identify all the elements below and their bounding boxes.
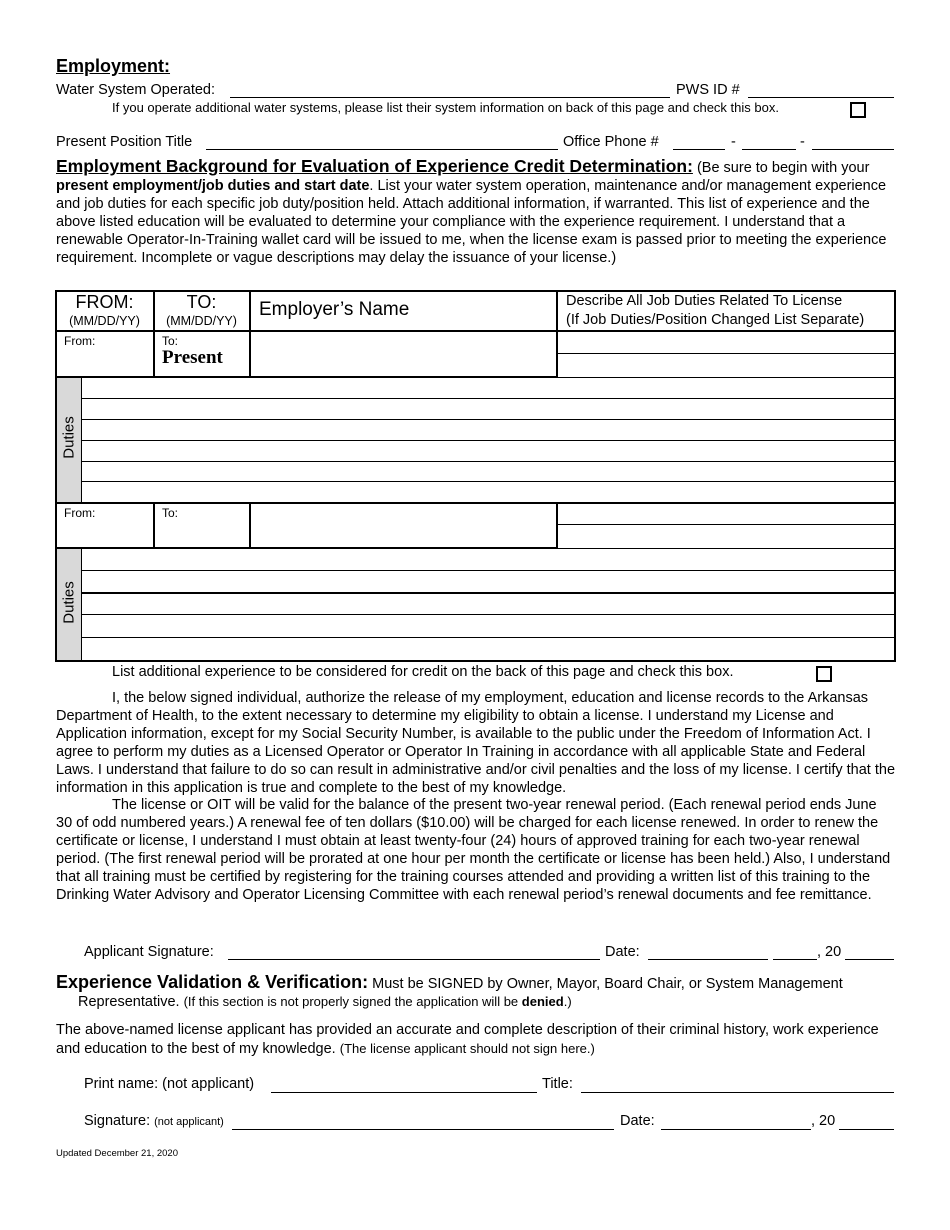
phone-area-field[interactable] <box>673 149 725 150</box>
duties-header-line1: Describe All Job Duties Related To License <box>566 293 843 309</box>
from-format: (MM/DD/YY) <box>69 314 140 328</box>
office-phone-label: Office Phone # <box>563 134 659 150</box>
verifier-signature-note: (not applicant) <box>154 1116 224 1128</box>
background-intro-bold: present employment/job duties and start date <box>56 177 370 194</box>
position-title-label: Present Position Title <box>56 134 193 150</box>
duties-label: Duties <box>60 581 78 624</box>
duties-label: Duties <box>60 416 78 459</box>
row2-from-label: From: <box>64 506 96 520</box>
duties-line[interactable] <box>82 461 894 462</box>
validation-warning-end: .) <box>563 994 572 1009</box>
verifier-year-field[interactable] <box>839 1129 894 1130</box>
background-intro: (Be sure to begin with your <box>696 160 870 176</box>
row1-to-present: Present <box>162 347 223 368</box>
validation-warning: (If this section is not properly signed the application will be <box>183 994 519 1009</box>
validation-heading: Experience Validation & Verification: <box>56 972 369 992</box>
validation-statement-block <box>56 1022 896 1059</box>
row2-from-field[interactable] <box>64 520 150 544</box>
validation-denied: denied <box>521 994 564 1009</box>
duties-line[interactable] <box>82 419 894 420</box>
validation-representative: Representative. <box>78 994 180 1010</box>
validation-statement-note: (The license applicant should not sign here.) <box>339 1040 595 1056</box>
applicant-signature-label: Applicant Signature: <box>84 944 214 960</box>
row1-from-field[interactable] <box>64 345 150 373</box>
to-header: TO: <box>186 292 217 312</box>
print-name-field[interactable] <box>271 1092 537 1093</box>
validation-heading-tail: Must be SIGNED by Owner, Mayor, Board Chair, or System Management <box>372 976 843 992</box>
pws-id-field[interactable] <box>748 97 894 98</box>
employment-heading: Employment: <box>56 56 171 76</box>
applicant-day-field[interactable] <box>773 959 817 960</box>
duties-header-line2: (If Job Duties/Position Changed List Separate) <box>566 312 865 328</box>
water-system-label: Water System Operated: <box>56 82 216 98</box>
verifier-year-prefix: , 20 <box>811 1113 836 1129</box>
position-title-field[interactable] <box>206 149 558 150</box>
validation-line2 <box>78 994 572 1010</box>
verifier-signature-label: Signature: <box>84 1113 151 1129</box>
applicant-date-label: Date: <box>605 944 640 960</box>
title-label: Title: <box>542 1076 573 1092</box>
duties-line[interactable] <box>82 398 894 399</box>
duties-line[interactable] <box>82 637 894 638</box>
row1-employer-field[interactable] <box>252 334 552 374</box>
to-format: (MM/DD/YY) <box>166 314 237 328</box>
verifier-date-label: Date: <box>620 1113 655 1129</box>
duties-line[interactable] <box>82 440 894 441</box>
validation-heading-line <box>56 972 843 993</box>
validation-statement: The above-named license applicant has provided an accurate and complete description of their criminal history, work experience and education to the best of my knowledge. <box>56 1022 879 1057</box>
row2-to-label: To: <box>162 506 179 520</box>
applicant-date-field[interactable] <box>648 959 768 960</box>
verifier-date-field[interactable] <box>661 1129 811 1130</box>
verifier-signature-label-group <box>84 1113 224 1129</box>
additional-experience-checkbox[interactable] <box>816 666 832 682</box>
authorization-paragraph: I, the below signed individual, authorize the release of my employment, education and license records to the Arkansas Department of Health, to the extent necessary to determine my eligibility to obtain a license. I understand my License and Application information, except for my Social Security Number, is available to the public under the Freedom of Information Act. I agree to perform my duties as a Licensed Operator or Operator In Training in accordance with all applicable State and Federal Laws. I understand that failure to do so can result in administrative and/or civil penalties and the loss of my license. I certify that the information in this application is true and complete to the best of my knowledge. <box>56 690 896 796</box>
duties-line[interactable] <box>82 592 894 594</box>
row2-employer-field[interactable] <box>252 506 552 544</box>
row1-from-label: From: <box>64 334 96 348</box>
background-instructions <box>56 158 896 267</box>
applicant-year-field[interactable] <box>845 959 894 960</box>
verifier-signature-field[interactable] <box>232 1129 614 1130</box>
duties-line[interactable] <box>82 481 894 482</box>
phone-separator: - <box>731 134 736 150</box>
phone-prefix-field[interactable] <box>742 149 796 150</box>
pws-id-label: PWS ID # <box>676 82 740 98</box>
background-intro-rest: . List your water system operation, maintenance and/or management experience and job duties for each specific job duty/position held. Attach additional information, if warranted. This list of experience and the above listed education will be evaluated to determine your compliance with the experience requirement. I understand that a renewable Operator-In-Training wallet card will be issued to me, when the license exam is passed prior to meeting the experience requirement. Incomplete or vague descriptions may delay the issuance of your license.) <box>56 177 887 266</box>
phone-separator: - <box>800 134 805 150</box>
additional-systems-checkbox[interactable] <box>850 102 866 118</box>
background-heading: Employment Background for Evaluation of Experience Credit Determination: <box>56 156 693 176</box>
water-system-field[interactable] <box>230 97 670 98</box>
row2-to-field[interactable] <box>160 520 246 544</box>
title-field[interactable] <box>581 1092 894 1093</box>
additional-systems-note: If you operate additional water systems, please list their system information on back of this page and check this box. <box>112 100 779 115</box>
employer-name-header: Employer’s Name <box>259 299 410 320</box>
from-header: FROM: <box>75 292 134 312</box>
renewal-paragraph: The license or OIT will be valid for the balance of the present two-year renewal period. (Each renewal period ends June 30 of odd numbered years.) A renewal fee of ten dollars ($10.00) will be charged for each license renewed. In order to renew the certificate or license, I understand I must obtain at least twenty-four (24) hours of approved training for each two-year renewal period. (The first renewal period will be prorated at one hour per month the certificate or license has been held.) Also, I understand that all training must be certified by registering for the training courses attended and providing a written list of this training to the Drinking Water Advisory and Operator Licensing Committee with each renewal period’s renewal documents and fee remittance. <box>56 797 891 903</box>
duties-line[interactable] <box>82 614 894 615</box>
row1-to-label: To: <box>162 334 179 348</box>
phone-number-field[interactable] <box>812 149 894 150</box>
print-name-label: Print name: (not applicant) <box>84 1076 255 1092</box>
applicant-signature-field[interactable] <box>228 959 600 960</box>
applicant-year-prefix: , 20 <box>817 944 842 960</box>
updated-date: Updated December 21, 2020 <box>56 1148 178 1159</box>
additional-experience-note: List additional experience to be considered for credit on the back of this page and check this box. <box>112 664 734 680</box>
duties-line[interactable] <box>82 570 894 571</box>
